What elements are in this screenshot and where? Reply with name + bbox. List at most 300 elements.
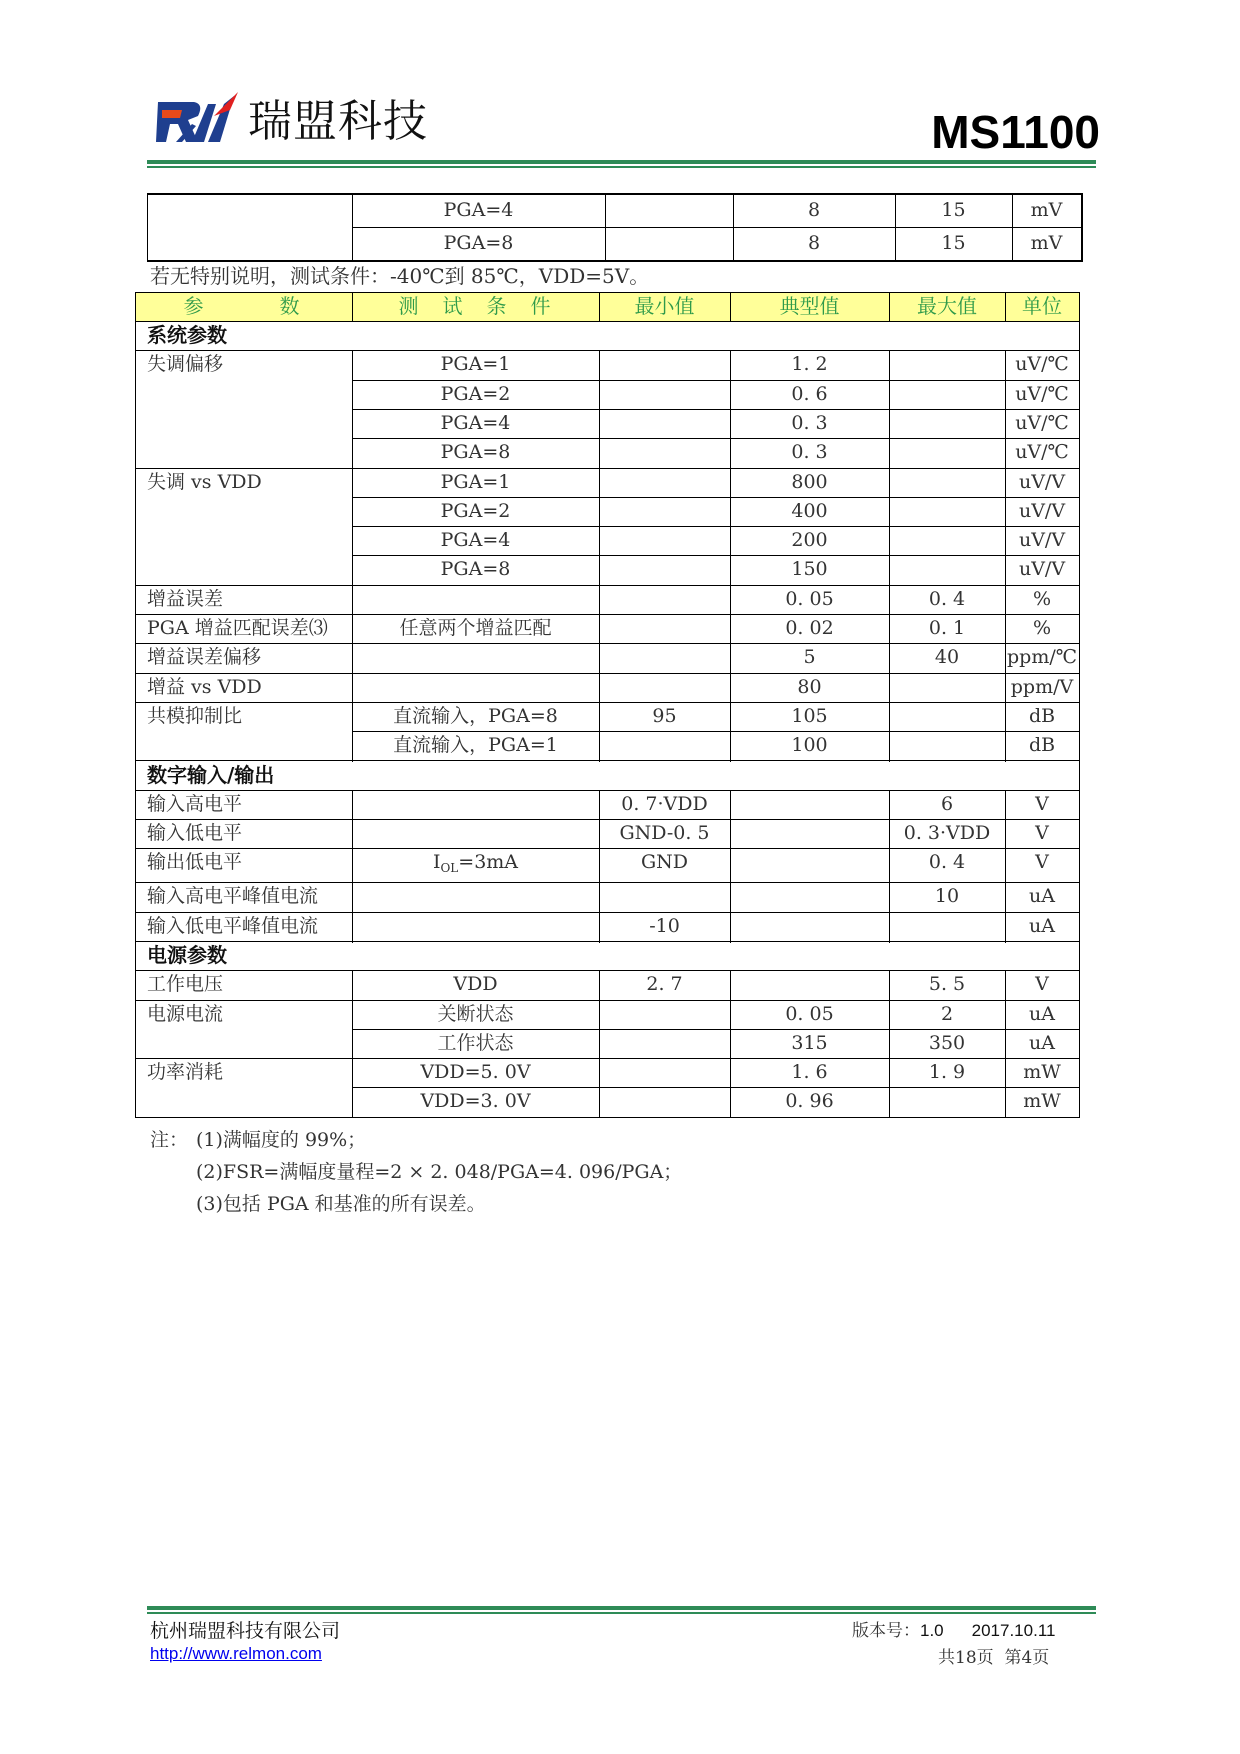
table-cell-condition: PGA=8	[440, 558, 511, 580]
table-border	[1005, 350, 1006, 381]
table-cell-max: 350	[928, 1032, 966, 1054]
table-cell-min: -10	[649, 915, 680, 937]
table-border	[889, 1058, 890, 1089]
header-max: 最大值	[917, 294, 977, 318]
table-cell-condition	[352, 848, 599, 883]
table-border	[730, 819, 731, 850]
table-cell-unit: V	[1035, 822, 1049, 844]
table-cell-unit: V	[1035, 851, 1049, 873]
table-border	[730, 912, 731, 943]
table-cell-param: 增益误差	[147, 588, 224, 610]
table-border	[1079, 1029, 1080, 1060]
table-border	[889, 585, 890, 616]
table-border	[1005, 585, 1006, 616]
table-border	[599, 350, 600, 381]
table-cell-min: 0. 7·VDD	[621, 793, 708, 815]
table-cell-condition: VDD=5. 0V	[420, 1061, 531, 1083]
table-cell-typ: 105	[791, 705, 828, 727]
table-border	[135, 292, 136, 321]
top-cell-typ: 8	[807, 199, 821, 221]
version-label: 版本号：	[852, 1621, 920, 1641]
table-cell-param: 共模抑制比	[147, 705, 243, 727]
table-border	[1079, 350, 1080, 381]
table-border	[730, 673, 731, 704]
table-border	[599, 673, 600, 704]
note-item-3: (3)包括 PGA 和基准的所有误差。	[196, 1193, 486, 1215]
table-border	[730, 526, 731, 557]
table-border	[599, 1087, 600, 1118]
footer-rule-thin	[147, 1612, 1096, 1614]
table-cell-typ: 1. 6	[791, 1061, 828, 1083]
table-border	[135, 409, 136, 440]
table-cell-typ: 0. 02	[785, 617, 834, 639]
table-border	[889, 673, 890, 704]
table-cell-typ: 150	[791, 558, 828, 580]
table-border	[889, 409, 890, 440]
table-border	[730, 643, 731, 674]
table-border	[1005, 912, 1006, 943]
footer-date: 2017.10.11	[971, 1621, 1056, 1640]
header-min: 最小值	[634, 294, 695, 318]
table-border	[352, 614, 353, 645]
table-border	[1005, 409, 1006, 440]
table-border	[135, 848, 136, 883]
table-cell-param: 失调偏移	[147, 353, 224, 375]
table-border	[599, 585, 600, 616]
table-border	[135, 321, 136, 350]
table-border	[730, 1000, 731, 1031]
table-border	[135, 614, 136, 645]
table-border	[599, 1058, 600, 1089]
table-border	[730, 292, 731, 321]
table-cell-max: 0. 3·VDD	[903, 822, 991, 844]
table-border	[352, 912, 353, 943]
table-cell-param: 功率消耗	[147, 1061, 224, 1083]
table-border	[135, 673, 136, 704]
table-cell-unit: uV/℃	[1015, 353, 1069, 375]
table-border	[135, 1087, 136, 1118]
table-cell-param: 增益误差偏移	[147, 646, 262, 668]
table-border	[1005, 643, 1006, 674]
table-border	[889, 731, 890, 762]
table-cell-unit: dB	[1028, 705, 1056, 727]
table-border	[352, 438, 353, 469]
table-border	[1005, 1087, 1006, 1118]
header-typ: 典型值	[779, 294, 840, 318]
table-border	[352, 731, 353, 762]
table-border	[889, 555, 890, 586]
company-name-cn: 瑞盟科技	[248, 96, 428, 147]
table-border	[889, 526, 890, 557]
table-border	[135, 912, 136, 943]
table-cell-unit: uA	[1029, 1032, 1055, 1054]
table-border	[135, 1029, 136, 1060]
table-border	[135, 555, 136, 586]
table-border	[889, 614, 890, 645]
table-border	[599, 526, 600, 557]
header-rule-thin	[147, 166, 1096, 168]
table-border	[730, 848, 731, 883]
table-cell-typ: 0. 3	[791, 441, 828, 463]
table-cell-condition: 直流输入，PGA=1	[393, 734, 558, 756]
table-border	[352, 497, 353, 528]
table-border	[135, 819, 136, 850]
table-border	[730, 350, 731, 381]
table-cell-typ: 0. 05	[785, 1003, 834, 1025]
table-border	[1079, 970, 1080, 1001]
table-cell-condition: PGA=4	[440, 412, 511, 434]
table-cell-max: 6	[940, 793, 954, 815]
table-cell-condition: VDD	[453, 973, 498, 995]
table-border	[889, 848, 890, 883]
table-border	[352, 673, 353, 704]
table-border	[1079, 702, 1080, 733]
top-cell-typ: 8	[807, 232, 821, 254]
table-border	[1005, 673, 1006, 704]
table-border	[1005, 614, 1006, 645]
table-border	[889, 790, 890, 821]
top-cell-max: 15	[941, 199, 966, 221]
table-border	[1079, 292, 1080, 321]
rm-logo-icon	[152, 92, 244, 152]
table-border	[1005, 1058, 1006, 1089]
table-border	[352, 1058, 353, 1089]
table-cell-typ: 5	[803, 646, 816, 668]
table-cell-param: 输入低电平	[147, 822, 243, 844]
table-border	[1005, 497, 1006, 528]
table-cell-typ: 0. 6	[791, 383, 828, 405]
table-border	[135, 1117, 1080, 1118]
table-border	[1079, 819, 1080, 850]
table-border	[599, 882, 600, 913]
table-cell-unit: uA	[1029, 915, 1055, 937]
table-border	[1079, 1087, 1080, 1118]
table-border	[1079, 643, 1080, 674]
table-border	[599, 819, 600, 850]
table-border	[352, 292, 353, 321]
top-cell-max: 15	[941, 232, 966, 254]
table-cell-typ: 200	[791, 529, 828, 551]
top-cell-unit: mV	[1030, 232, 1063, 254]
table-border	[730, 438, 731, 469]
table-cell-condition: VDD=3. 0V	[420, 1090, 531, 1112]
table-border	[730, 731, 731, 762]
top-cell-condition: PGA=8	[443, 232, 514, 254]
table-border	[352, 350, 353, 381]
table-border	[730, 1087, 731, 1118]
table-cell-condition: 关断状态	[437, 1003, 514, 1025]
table-cell-condition: PGA=4	[440, 529, 511, 551]
table-border	[135, 468, 136, 499]
table-border	[889, 468, 890, 499]
table-cell-unit: V	[1035, 793, 1049, 815]
table-cell-param: 增益 vs VDD	[147, 676, 262, 698]
table-cell-param: 失调 vs VDD	[147, 471, 262, 493]
table-border	[730, 1058, 731, 1089]
table-cell-condition: PGA=2	[440, 383, 511, 405]
table-border	[1005, 882, 1006, 913]
header-unit: 单位	[1022, 294, 1062, 318]
notes-prefix: 注：	[150, 1129, 189, 1151]
table-border	[889, 1087, 890, 1118]
table-cell-typ: 0. 3	[791, 412, 828, 434]
table-border	[599, 702, 600, 733]
table-cell-unit: %	[1032, 617, 1052, 639]
table-cell-condition: 任意两个增益匹配	[399, 617, 552, 639]
table-border	[889, 912, 890, 943]
table-border	[1005, 380, 1006, 411]
table-border	[1005, 848, 1006, 883]
section-title: 电源参数	[147, 943, 227, 967]
table-border	[889, 819, 890, 850]
table-cell-max: 5. 5	[928, 973, 966, 995]
table-cell-typ: 800	[791, 471, 828, 493]
table-cell-max: 10	[934, 885, 960, 907]
table-border	[730, 1029, 731, 1060]
table-border	[135, 350, 136, 381]
table-cell-param: 输入高电平峰值电流	[147, 885, 319, 907]
table-cell-param: 输入高电平	[147, 793, 243, 815]
table-cell-unit: uV/V	[1018, 529, 1066, 551]
table-border	[352, 790, 353, 821]
table-cell-param: 输出低电平	[147, 851, 243, 873]
table-border	[352, 643, 353, 674]
table-border	[889, 882, 890, 913]
table-cell-unit: V	[1035, 973, 1049, 995]
table-border	[352, 555, 353, 586]
table-border	[599, 497, 600, 528]
table-border	[730, 380, 731, 411]
model-number: MS1100	[931, 106, 1100, 158]
table-border	[135, 882, 136, 913]
table-border	[730, 497, 731, 528]
table-border	[135, 970, 136, 1001]
table-border	[135, 380, 136, 411]
table-border	[599, 409, 600, 440]
table-border	[889, 643, 890, 674]
table-cell-typ: 0. 96	[785, 1090, 834, 1112]
table-border	[599, 790, 600, 821]
table-cell-min: GND-0. 5	[619, 822, 710, 844]
top-cell-condition: PGA=4	[443, 199, 514, 221]
table-cell-param: 输入低电平峰值电流	[147, 915, 319, 937]
condition-value: =3mA	[458, 851, 519, 873]
header-param: 参 数	[183, 294, 304, 318]
table-border	[1079, 673, 1080, 704]
table-cell-max: 0. 4	[928, 851, 966, 873]
table-cell-param: 电源电流	[147, 1003, 224, 1025]
table-cell-unit: dB	[1028, 734, 1056, 756]
condition-symbol: I	[432, 851, 441, 873]
table-border	[135, 585, 136, 616]
table-border	[1005, 526, 1006, 557]
table-border	[1005, 819, 1006, 850]
table-border	[1079, 882, 1080, 913]
table-cell-unit: uV/V	[1018, 558, 1066, 580]
table-cell-min: 2. 7	[646, 973, 683, 995]
table-border	[599, 614, 600, 645]
table-cell-typ: 400	[791, 500, 828, 522]
table-border	[352, 1087, 353, 1118]
table-border	[1005, 438, 1006, 469]
table-border	[599, 468, 600, 499]
table-cell-unit: uV/℃	[1015, 383, 1069, 405]
table-border	[1079, 912, 1080, 943]
note-item-1: (1)满幅度的 99%；	[196, 1129, 367, 1151]
table-cell-typ: 100	[791, 734, 828, 756]
table-border	[135, 1000, 136, 1031]
table-border	[352, 1029, 353, 1060]
table-border	[135, 438, 136, 469]
table-border	[1005, 1029, 1006, 1060]
table-cell-typ: 0. 05	[785, 588, 834, 610]
table-cell-unit: uV/V	[1018, 500, 1066, 522]
table-border	[599, 292, 600, 321]
table-border	[1005, 468, 1006, 499]
table-cell-typ: 315	[791, 1032, 828, 1054]
table-border	[730, 585, 731, 616]
table-border	[1005, 292, 1006, 321]
table-border	[599, 380, 600, 411]
table-border	[135, 941, 136, 970]
table-border	[1005, 790, 1006, 821]
table-cell-param: 工作电压	[147, 973, 224, 995]
table-border	[135, 526, 136, 557]
header-condition: 测 试 条 件	[398, 294, 553, 318]
table-border	[1079, 380, 1080, 411]
table-border	[889, 438, 890, 469]
table-border	[1079, 438, 1080, 469]
table-border	[1079, 497, 1080, 528]
table-border	[352, 970, 353, 1001]
table-cell-min: 95	[652, 705, 677, 727]
table-border	[1005, 970, 1006, 1001]
table-cell-condition: PGA=1	[440, 353, 511, 375]
table-border	[1005, 1000, 1006, 1031]
table-border	[1079, 526, 1080, 557]
table-cell-unit: mW	[1023, 1061, 1061, 1083]
table-border	[1079, 555, 1080, 586]
table-border	[1079, 761, 1080, 790]
table-cell-max: 1. 9	[928, 1061, 966, 1083]
table-border	[599, 438, 600, 469]
table-border	[1079, 614, 1080, 645]
footer-website-link[interactable]: http://www.relmon.com	[150, 1644, 322, 1663]
version-number: 1.0	[920, 1621, 944, 1640]
table-border	[352, 409, 353, 440]
table-cell-unit: uA	[1029, 885, 1055, 907]
test-condition-note: 若无特别说明，测试条件：-40℃到 85℃，VDD=5V。	[150, 264, 650, 288]
table-border	[730, 614, 731, 645]
table-cell-max: 2	[940, 1003, 954, 1025]
table-cell-condition: 直流输入，PGA=8	[393, 705, 558, 727]
table-border	[352, 819, 353, 850]
table-border	[1079, 790, 1080, 821]
table-border	[889, 1000, 890, 1031]
table-border	[889, 380, 890, 411]
table-cell-unit: uV/℃	[1015, 441, 1069, 463]
table-cell-unit: uV/℃	[1015, 412, 1069, 434]
table-border	[599, 555, 600, 586]
table-border	[599, 912, 600, 943]
table-border	[889, 1029, 890, 1060]
table-border	[1079, 848, 1080, 883]
table-border	[889, 292, 890, 321]
note-item-2: (2)FSR=满幅度量程=2 × 2. 048/PGA=4. 096/PGA；	[196, 1161, 683, 1183]
table-cell-condition: PGA=8	[440, 441, 511, 463]
table-border	[352, 848, 353, 883]
table-cell-condition: PGA=2	[440, 500, 511, 522]
table-cell-unit: mW	[1023, 1090, 1061, 1112]
table-border	[599, 970, 600, 1001]
table-cell-unit: ppm/V	[1010, 676, 1074, 698]
table-border	[135, 292, 1080, 293]
table-border	[730, 882, 731, 913]
table-cell-unit: uA	[1029, 1003, 1055, 1025]
table-border	[1079, 468, 1080, 499]
table-border	[889, 702, 890, 733]
table-cell-typ: 1. 2	[791, 353, 828, 375]
table-border	[730, 468, 731, 499]
section-title: 系统参数	[147, 323, 227, 347]
table-border	[352, 526, 353, 557]
table-border	[352, 585, 353, 616]
table-border	[135, 702, 136, 733]
table-border	[135, 497, 136, 528]
section-title: 数字输入/输出	[147, 762, 275, 787]
table-border	[599, 731, 600, 762]
table-cell-max: 40	[934, 646, 960, 668]
table-border	[599, 643, 600, 674]
condition-subscript: OL	[440, 861, 459, 875]
table-border	[352, 882, 353, 913]
table-border	[1005, 731, 1006, 762]
table-border	[599, 1000, 600, 1031]
table-border	[352, 1000, 353, 1031]
table-cell-max: 0. 1	[928, 617, 966, 639]
footer-page-count: 共18页 第4页	[938, 1648, 1050, 1668]
table-border	[730, 555, 731, 586]
table-border	[730, 790, 731, 821]
table-border	[1005, 555, 1006, 586]
table-border	[135, 790, 136, 821]
header-rule-thick	[147, 160, 1096, 164]
table-border	[889, 970, 890, 1001]
footer-company: 杭州瑞盟科技有限公司	[150, 1620, 341, 1642]
table-cell-condition: 工作状态	[437, 1032, 514, 1054]
table-cell-unit: %	[1032, 588, 1052, 610]
table-border	[135, 761, 136, 790]
table-border	[730, 702, 731, 733]
table-border	[1079, 731, 1080, 762]
table-border	[1005, 702, 1006, 733]
table-cell-max: 0. 4	[928, 588, 966, 610]
footer-rule-thick	[147, 1606, 1096, 1610]
footer-version	[852, 1616, 1055, 1641]
table-border	[1079, 1000, 1080, 1031]
table-border	[1079, 409, 1080, 440]
table-cell-condition: PGA=1	[440, 471, 511, 493]
table-border	[730, 970, 731, 1001]
table-border	[730, 409, 731, 440]
table-border	[889, 350, 890, 381]
table-cell-min: GND	[640, 851, 689, 873]
table-border	[1079, 585, 1080, 616]
table-border	[352, 702, 353, 733]
table-border	[135, 1058, 136, 1089]
table-border	[889, 497, 890, 528]
table-border	[352, 380, 353, 411]
